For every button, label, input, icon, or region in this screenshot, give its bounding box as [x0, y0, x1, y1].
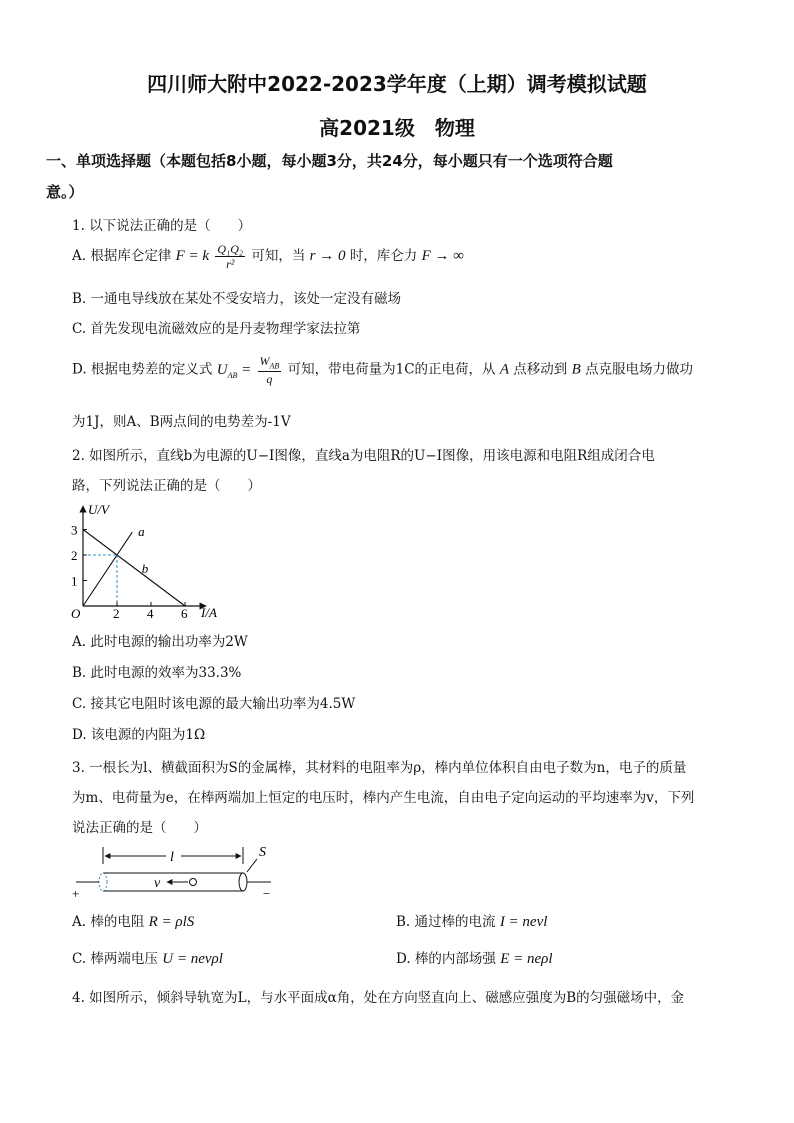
q2-stem-line1: 2. 如图所示，直线b为电源的U−I图像，直线a为电阻R的U−I图像，用该电源和电阻R组成闭合电 [72, 448, 655, 464]
q1-option-b: B. 一通电导线放在某处不受安培力，该处一定没有磁场 [72, 291, 402, 307]
q1-d-lhs-sub: AB [227, 370, 238, 380]
q3-stem-line3: 说法正确的是（ ） [72, 820, 207, 836]
q3-option-a [72, 910, 194, 931]
q1-d-pre: D. 根据电势差的定义式 [72, 361, 213, 378]
q2-stem-line2: 路，下列说法正确的是（ ） [72, 478, 261, 494]
section-title-line1: 一、单项选择题（本题包括8小题，每小题3分，共24分，每小题只有一个选项符合题 [46, 152, 613, 170]
q1-d-post: 可知，带电荷量为1C的正电荷，从 [287, 361, 496, 378]
y-tick-label-1: 1 [71, 573, 78, 589]
q1-d-mid: 点移动到 [513, 361, 568, 378]
q1-a-formula-lhs: F = k [175, 248, 210, 264]
q1-a-post: 可知，当 [251, 248, 306, 264]
q1-a-denominator: r² [226, 257, 235, 271]
q2-option-b: B. 此时电源的效率为33.3% [72, 665, 242, 681]
electron [190, 879, 197, 886]
q1-d-num-symbol: W [259, 354, 270, 368]
q1-a-pre: A. 根据库仑定律 [72, 248, 172, 264]
y-tick-label-2: 2 [71, 548, 78, 563]
q3-c-formula: U = nevρl [162, 951, 223, 967]
q1-option-d-line2: 为1J，则A、B两点间的电势差为-1V [72, 414, 291, 430]
minus-terminal: − [263, 886, 271, 901]
rod-left-end [99, 873, 107, 891]
q3-stem-line1: 3. 一根长为l、横截面积为S的金属棒，其材料的电阻率为ρ，棒内单位体积自由电子数为n，电子的质量 [72, 760, 687, 776]
series-label-b: b [141, 561, 149, 577]
x-tick-label-2: 2 [113, 606, 120, 621]
area-pointer [247, 859, 257, 872]
q3-option-b [396, 910, 547, 931]
series-line-b [83, 530, 185, 607]
q1-d-lhs-symbol: U [216, 361, 228, 378]
q3-c-pre: C. 棒两端电压 [72, 951, 158, 967]
q1-a-post2: 时，库仑力 [349, 248, 418, 264]
q1-a-numerator: Q₁Q₂ [217, 242, 244, 256]
exam-title: 四川师大附中2022-2023学年度（上期）调考模拟试题 [147, 72, 647, 96]
q1-d-denominator: q [266, 372, 273, 387]
q2-option-a: A. 此时电源的输出功率为2W [72, 634, 248, 650]
q1-stem: 1. 以下说法正确的是（ ） [72, 218, 252, 234]
x-axis-label: I/A [201, 605, 217, 620]
q3-b-pre: B. 通过棒的电流 [396, 914, 496, 930]
velocity-label: v [154, 876, 161, 891]
q3-d-pre: D. 棒的内部场强 [396, 951, 496, 967]
q1-d-fraction [258, 355, 282, 385]
exam-subtitle: 高2021级 物理 [319, 116, 475, 140]
q1-d-numerator [258, 355, 282, 372]
q3-stem-line2: 为m、电荷量为e，在棒两端加上恒定的电压时，棒内产生电流，自由电子定向运动的平均速率为v，下列 [72, 790, 695, 806]
area-label: S [259, 845, 266, 860]
q4-stem-line1: 4. 如图所示，倾斜导轨宽为L，与水平面成α角，处在方向竖直向上、磁感应强度为B的匀强磁场中，金 [72, 990, 685, 1006]
x-tick-label-6: 6 [181, 606, 188, 621]
q3-a-pre: A. 棒的电阻 [72, 914, 145, 930]
series-label-a: a [138, 524, 145, 540]
x-tick-label-4: 4 [147, 606, 154, 621]
origin-label: O [71, 606, 81, 621]
q1-d-point-a: A [499, 361, 509, 378]
q3-a-formula: R = ρlS [148, 914, 195, 930]
q2-option-c: C. 接其它电阻时该电源的最大输出功率为4.5W [72, 696, 356, 712]
q1-option-a [72, 243, 464, 270]
ui-graph [66, 498, 226, 628]
q1-a-fraction [215, 243, 245, 270]
q1-d-end: 点克服电场力做功 [585, 361, 694, 378]
y-axis-label: U/V [88, 502, 109, 517]
q1-d-num-sub: AB [269, 361, 280, 371]
q1-a-limit: r → 0 [309, 248, 346, 264]
q1-d-point-b: B [571, 361, 581, 378]
q1-a-limit2: F → ∞ [421, 248, 464, 264]
section-title-line2: 意。） [46, 183, 84, 201]
q3-b-formula: I = nevl [499, 914, 548, 930]
rod-figure [66, 840, 286, 902]
series-line-a [83, 532, 132, 606]
q3-option-c [72, 947, 223, 968]
q2-option-d: D. 该电源的内阻为1Ω [72, 727, 206, 743]
plus-terminal: + [72, 886, 80, 901]
q1-option-d [72, 355, 693, 385]
q3-option-d [396, 947, 553, 968]
y-tick-label-3: 3 [71, 522, 78, 538]
q3-d-formula: E = neρl [500, 951, 553, 967]
rod-right-end [239, 873, 247, 891]
q1-d-lhs: $U_{AB}$ = [216, 361, 252, 380]
length-label: l [170, 850, 174, 865]
q1-option-c: C. 首先发现电流磁效应的是丹麦物理学家法拉第 [72, 321, 361, 337]
